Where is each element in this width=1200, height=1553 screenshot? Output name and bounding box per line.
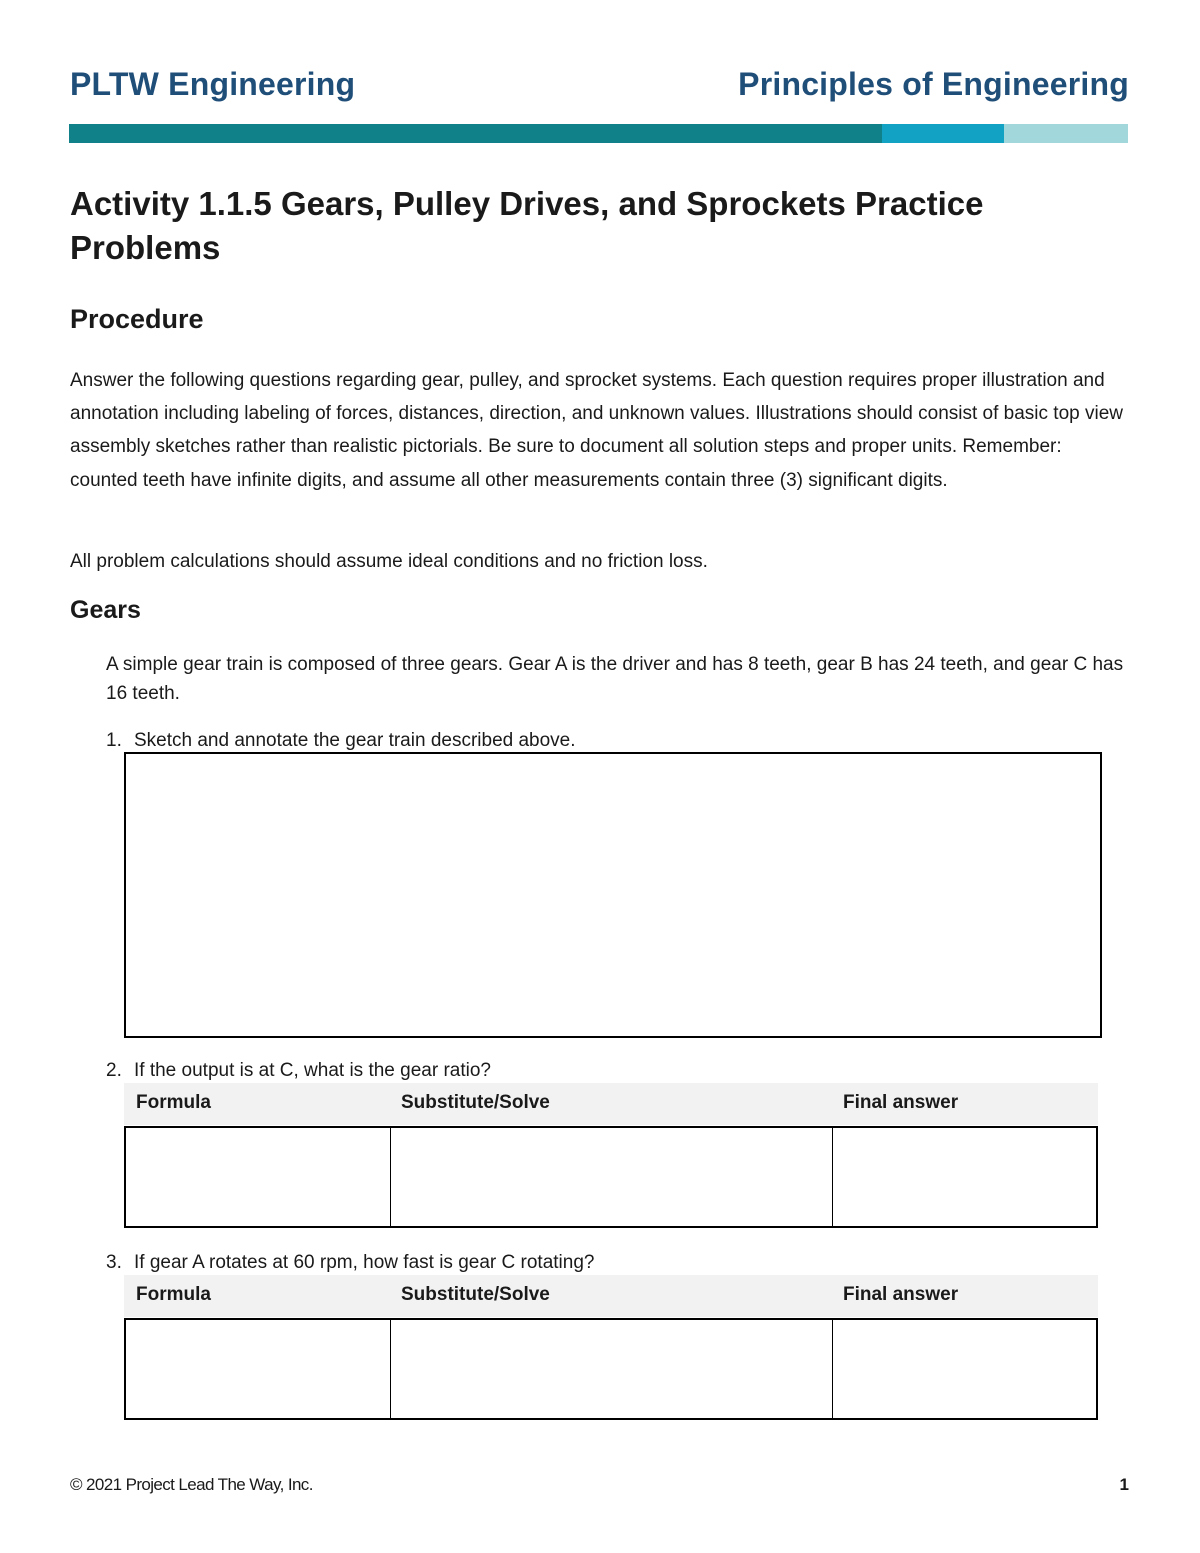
gears-intro: A simple gear train is composed of three gears. Gear A is the driver and has 8 teeth, gear B has 24 teeth, and gear C has 16 teeth.: [106, 654, 1124, 704]
question-number: 1.: [106, 730, 122, 751]
column-substitute-solve: Substitute/Solve: [401, 1284, 550, 1305]
header-course-name: Principles of Engineering: [738, 66, 1129, 102]
column-formula: Formula: [136, 1284, 211, 1305]
formula-cell[interactable]: [126, 1320, 391, 1418]
question-number: 3.: [106, 1252, 122, 1273]
column-substitute-solve: Substitute/Solve: [401, 1092, 550, 1113]
substitute-solve-cell[interactable]: [391, 1320, 833, 1418]
final-answer-cell[interactable]: [833, 1320, 1096, 1418]
procedure-paragraph-1: Answer the following questions regarding gear, pulley, and sprocket systems. Each question requires proper illustration and annotation including labeling of forces, distances, direction, and unknown values. Illustrations should consist of basic top view assembly sketches rather than realistic pictorials. Be sure to document all solution steps and proper units. Remember: counted teeth have infinite digits, and assume all other measurements contain three (3) significant digits.: [70, 370, 1124, 491]
sketch-answer-box[interactable]: [124, 752, 1102, 1038]
column-formula: Formula: [136, 1092, 211, 1113]
color-bar-segment-light: [1004, 124, 1128, 143]
column-final-answer: Final answer: [843, 1284, 959, 1305]
question-3: [106, 1250, 594, 1276]
formula-cell[interactable]: [126, 1128, 391, 1226]
footer-copyright: © 2021 Project Lead The Way, Inc.: [70, 1475, 313, 1494]
answer-table-header: [124, 1275, 1098, 1317]
question-number: 2.: [106, 1060, 122, 1081]
answer-table-header: [124, 1083, 1098, 1125]
header-course-family: PLTW Engineering: [70, 66, 356, 102]
answer-table-row: [124, 1318, 1098, 1420]
procedure-paragraph-2: All problem calculations should assume ideal conditions and no friction loss.: [70, 551, 708, 572]
page-title: Activity 1.1.5 Gears, Pulley Drives, and Sprockets Practice Problems: [70, 185, 984, 266]
question-text: If gear A rotates at 60 rpm, how fast is gear C rotating?: [134, 1252, 595, 1273]
column-final-answer: Final answer: [843, 1092, 959, 1113]
header-color-bar: [69, 124, 1128, 143]
gears-heading: Gears: [70, 596, 141, 624]
procedure-heading: Procedure: [70, 304, 204, 334]
color-bar-segment-blue: [882, 124, 1004, 143]
answer-table-row: [124, 1126, 1098, 1228]
question-1: [106, 728, 576, 754]
question-text: Sketch and annotate the gear train described above.: [134, 730, 576, 751]
substitute-solve-cell[interactable]: [391, 1128, 833, 1226]
final-answer-cell[interactable]: [833, 1128, 1096, 1226]
question-text: If the output is at C, what is the gear ratio?: [134, 1060, 491, 1081]
color-bar-segment-teal: [69, 124, 882, 143]
question-2: [106, 1058, 491, 1084]
page-number: 1: [1119, 1475, 1129, 1494]
